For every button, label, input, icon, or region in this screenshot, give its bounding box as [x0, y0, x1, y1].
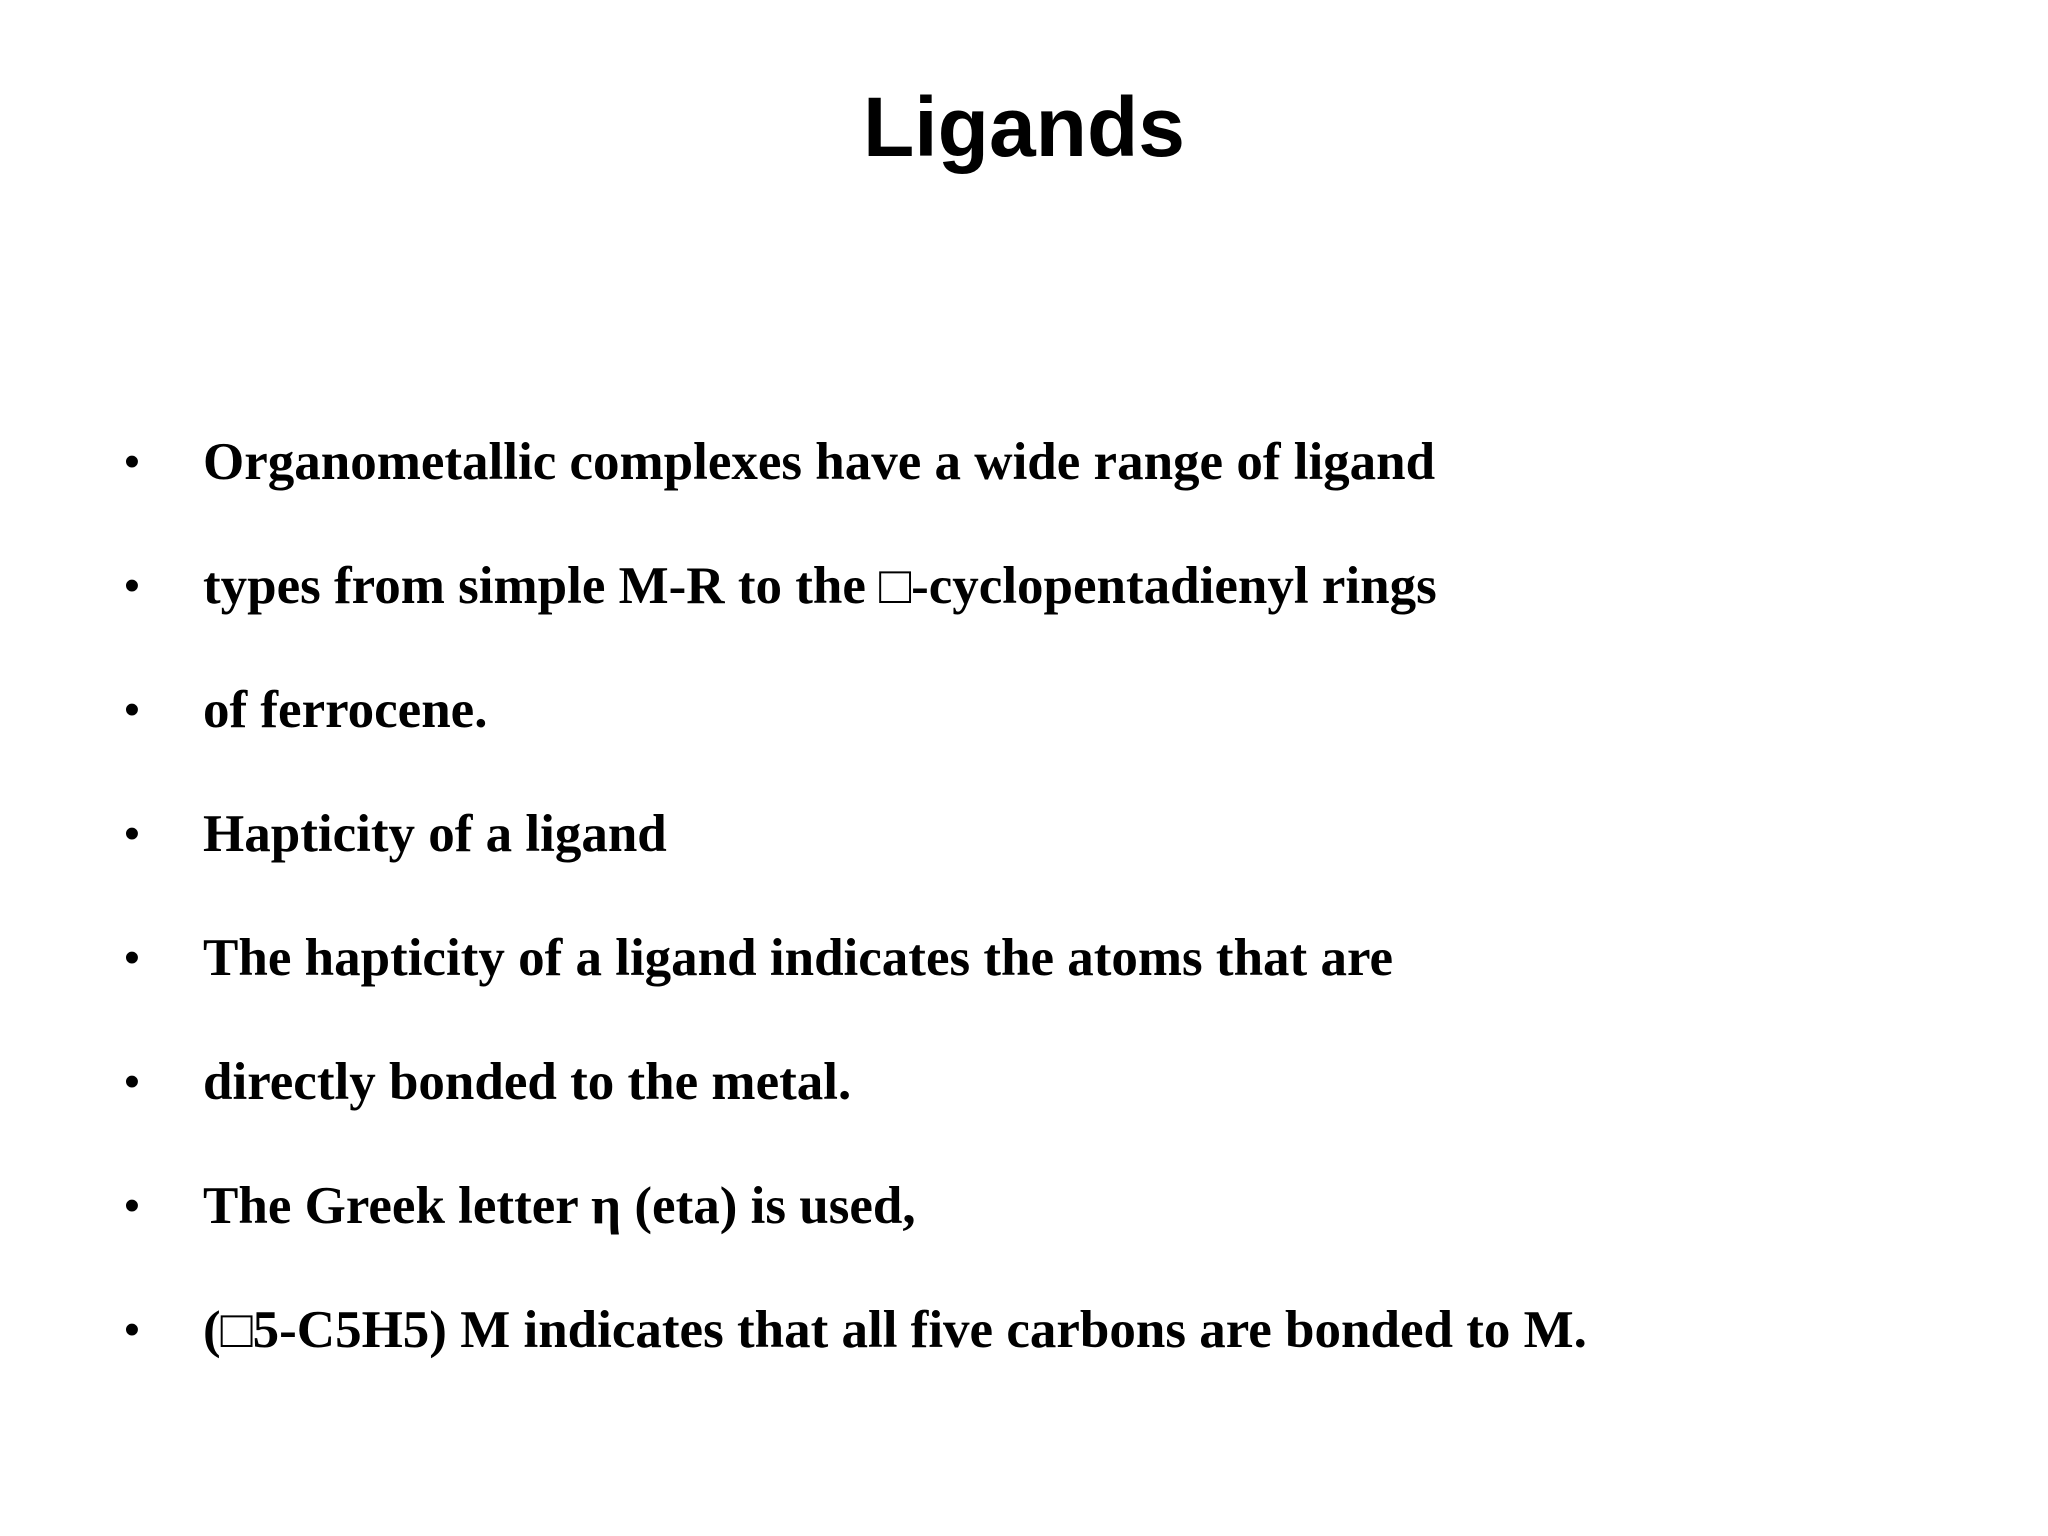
bullet-dot: • — [124, 1057, 140, 1106]
bullet-dot: • — [124, 561, 140, 610]
bullet-text: Hapticity of a ligand — [203, 805, 667, 863]
bullet-text: The hapticity of a ligand indicates the atoms that are — [203, 929, 1394, 987]
bullet-text: types from simple M-R to the □-cyclopentadienyl rings — [203, 557, 1437, 615]
slide-title: Ligands — [862, 80, 1185, 174]
bullet-text: Organometallic complexes have a wide range of ligand — [203, 433, 1436, 491]
bullet-item — [0, 524, 2048, 648]
bullet-dot: • — [124, 685, 140, 734]
bullet-text: The Greek letter η (eta) is used, — [203, 1177, 916, 1235]
bullet-item — [0, 1268, 2048, 1392]
bullet-dot: • — [124, 437, 140, 486]
bullet-dot: • — [124, 1305, 140, 1354]
bullet-item — [0, 648, 2048, 772]
bullet-list — [0, 400, 2048, 1392]
bullet-item — [0, 1144, 2048, 1268]
bullet-item — [0, 1020, 2048, 1144]
bullet-dot: • — [124, 933, 140, 982]
bullet-text: of ferrocene. — [203, 681, 488, 739]
bullet-dot: • — [124, 809, 140, 858]
bullet-text: directly bonded to the metal. — [203, 1053, 852, 1111]
bullet-dot: • — [124, 1181, 140, 1230]
bullet-item — [0, 772, 2048, 896]
bullet-text: (□5-C5H5) M indicates that all five carbons are bonded to M. — [203, 1301, 1587, 1359]
bullet-item — [0, 400, 2048, 524]
bullet-item — [0, 896, 2048, 1020]
